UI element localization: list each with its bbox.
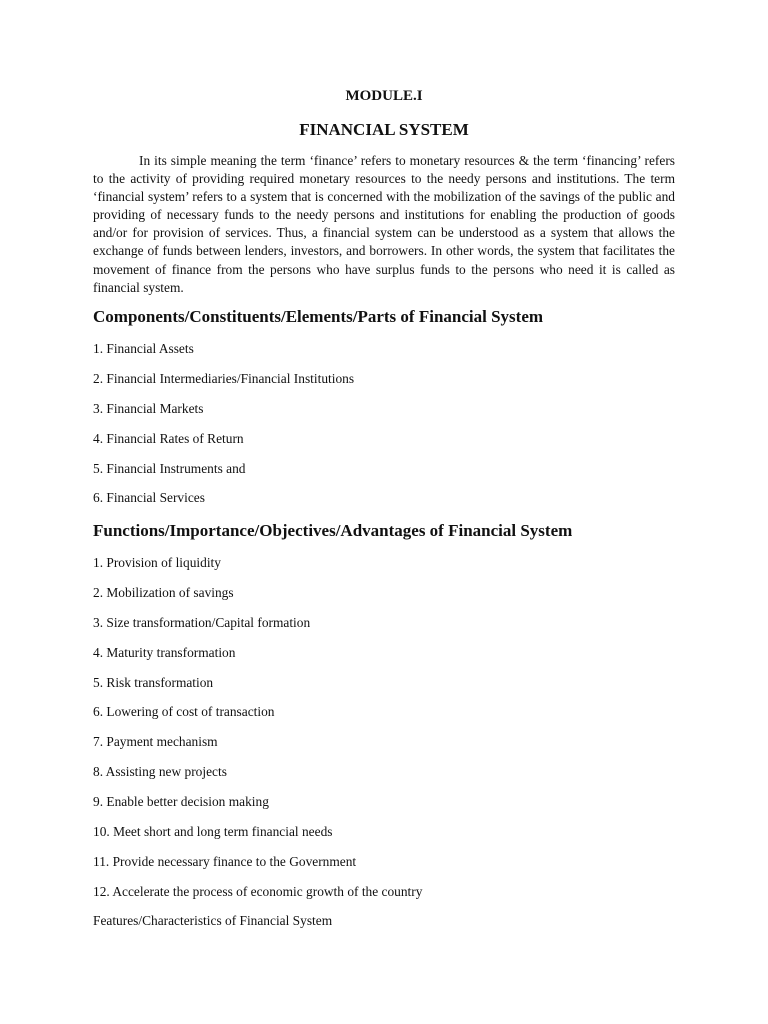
components-heading: Components/Constituents/Elements/Parts of Financial System xyxy=(93,307,544,326)
module-label: MODULE.I xyxy=(345,88,423,104)
list-item: 10. Meet short and long term financial needs xyxy=(93,824,333,840)
features-subheading: Features/Characteristics of Financial System xyxy=(93,913,333,928)
list-item: 6. Financial Services xyxy=(93,490,205,506)
list-item: 1. Provision of liquidity xyxy=(93,555,221,570)
document-page xyxy=(93,0,675,1024)
list-item: 4. Maturity transformation xyxy=(93,644,236,660)
list-item: 5. Risk transformation xyxy=(93,674,214,690)
list-item: 5. Financial Instruments and xyxy=(93,460,246,476)
list-item: 7. Payment mechanism xyxy=(93,734,218,750)
list-item: 8. Assisting new projects xyxy=(93,764,227,780)
list-item: 1. Financial Assets xyxy=(93,341,194,356)
intro-paragraph: In its simple meaning the term ‘finance’ refers to monetary resources & the term ‘financing’ refers to the activity of providing required monetary resources to the needy persons and institutions. The term ‘financial system’ refers to a system that is concerned with the mobilization of the savings of the public and providing of necessary funds to the needy persons and institutions for enabling the production of goods and/or for provision of services. Thus, a financial system can be understood as a system that allows the exchange of funds between lenders, investors, and borrowers. In other words, the system that facilitates the movement of finance from the persons who have surplus funds to the persons who need it is called as financial system. xyxy=(93,153,675,295)
list-item: 2. Financial Intermediaries/Financial Institutions xyxy=(93,370,355,386)
list-item: 3. Size transformation/Capital formation xyxy=(93,614,311,630)
list-item: 12. Accelerate the process of economic growth of the country xyxy=(93,883,423,899)
list-item: 9. Enable better decision making xyxy=(93,794,269,810)
list-item: 11. Provide necessary finance to the Government xyxy=(93,853,357,869)
functions-list xyxy=(93,555,675,914)
list-item: 6. Lowering of cost of transaction xyxy=(93,704,275,720)
components-list xyxy=(93,341,675,520)
list-item: 2. Mobilization of savings xyxy=(93,584,234,600)
list-item: 4. Financial Rates of Return xyxy=(93,430,244,446)
page-title: FINANCIAL SYSTEM xyxy=(299,120,469,139)
list-item: 3. Financial Markets xyxy=(93,400,204,416)
functions-heading: Functions/Importance/Objectives/Advantages of Financial System xyxy=(93,521,573,540)
